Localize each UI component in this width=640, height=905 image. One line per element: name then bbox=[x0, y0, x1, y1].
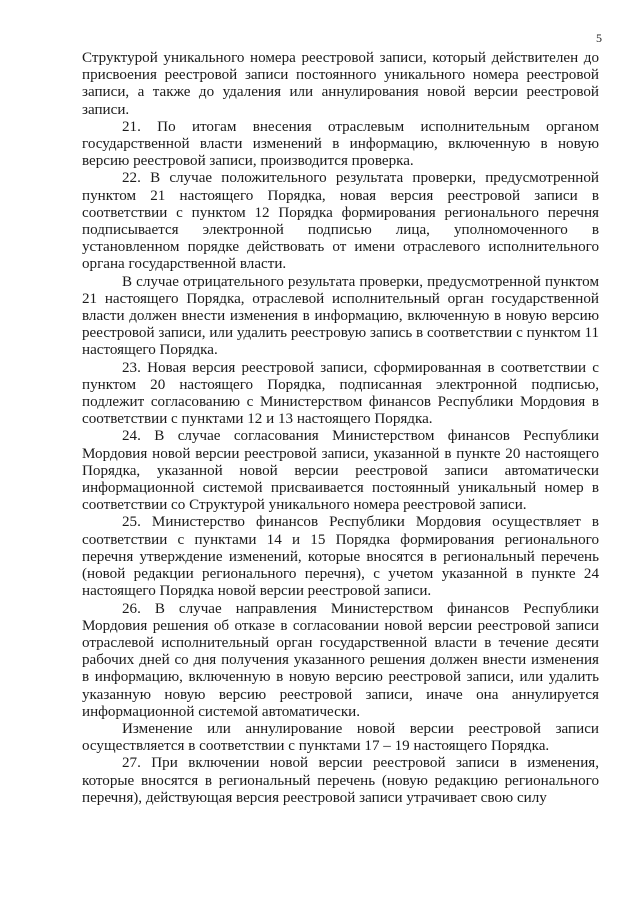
paragraph-item-22-negative: В случае отрицательного результата проверки, предусмотренной пунктом 21 настоящего Порядка, отраслевой исполнительный орган государственной власти должен внести изменения в информацию, включенную в новую версию реестровой записи, или удалить реестровую запись в соответствии с пунктом 11 настоящего Порядка. bbox=[82, 273, 599, 359]
paragraph-item-23: 23. Новая версия реестровой записи, сформированная в соответствии с пунктом 20 настоящего Порядка, подписанная электронной подписью, подлежит согласованию с Министерством финансов Республики Мордовия в соответствии с пунктами 12 и 13 настоящего Порядка. bbox=[82, 359, 599, 428]
paragraph-item-25: 25. Министерство финансов Республики Мордовия осуществляет в соответствии с пунктами 14 и 15 Порядка формирования регионального перечня утверждение изменений, которые вносятся в региональный перечень (новой редакции регионального перечня), с учетом указанной в пункте 24 настоящего Порядка новой версии реестровой записи. bbox=[82, 514, 599, 600]
page-number: 5 bbox=[596, 31, 602, 45]
paragraph-item-22: 22. В случае положительного результата проверки, предусмотренной пунктом 21 настоящего Порядка, новая версия реестровой записи в соответствии с пунктом 12 Порядка формирования регионального перечня подписывается электронной подписью лица, уполномоченного в установленном порядке действовать от имени отраслевого исполнительного органа государственной власти. bbox=[82, 170, 599, 273]
paragraph-item-26: 26. В случае направления Министерством финансов Республики Мордовия решения об отказе в согласовании новой версии реестровой записи отраслевой исполнительный орган государственной власти в течение десяти рабочих дней со дня получения указанного решения должен внести изменения в информацию, включенную в новую версию реестровой записи, или удалить указанную новую версию реестровой записи, иначе она аннулируется информационной системой автоматически. bbox=[82, 600, 599, 720]
paragraph-item-21: 21. По итогам внесения отраслевым исполнительным органом государственной власти изменений в информацию, включенную в новую версию реестровой записи, производится проверка. bbox=[82, 118, 599, 170]
paragraph-item-24: 24. В случае согласования Министерством финансов Республики Мордовия новой версии реестровой записи, указанной в пункте 20 настоящего Порядка, указанной новой версии реестровой записи автоматически информационной системой присваивается постоянный уникальный номер в соответствии со Структурой уникального номера реестровой записи. bbox=[82, 428, 599, 514]
paragraph-item-26-change: Изменение или аннулирование новой версии реестровой записи осуществляется в соответствии с пунктами 17 – 19 настоящего Порядка. bbox=[82, 720, 599, 755]
paragraph-continuation: Структурой уникального номера реестровой записи, который действителен до присвоения реестровой записи постоянного уникального номера реестровой записи, а также до удаления или аннулирования новой версии реестровой записи. bbox=[82, 50, 599, 118]
document-body bbox=[82, 50, 599, 807]
paragraph-item-27: 27. При включении новой версии реестровой записи в изменения, которые вносятся в региональный перечень (новую редакцию регионального перечня), действующая версия реестровой записи утрачивает свою силу bbox=[82, 755, 599, 806]
